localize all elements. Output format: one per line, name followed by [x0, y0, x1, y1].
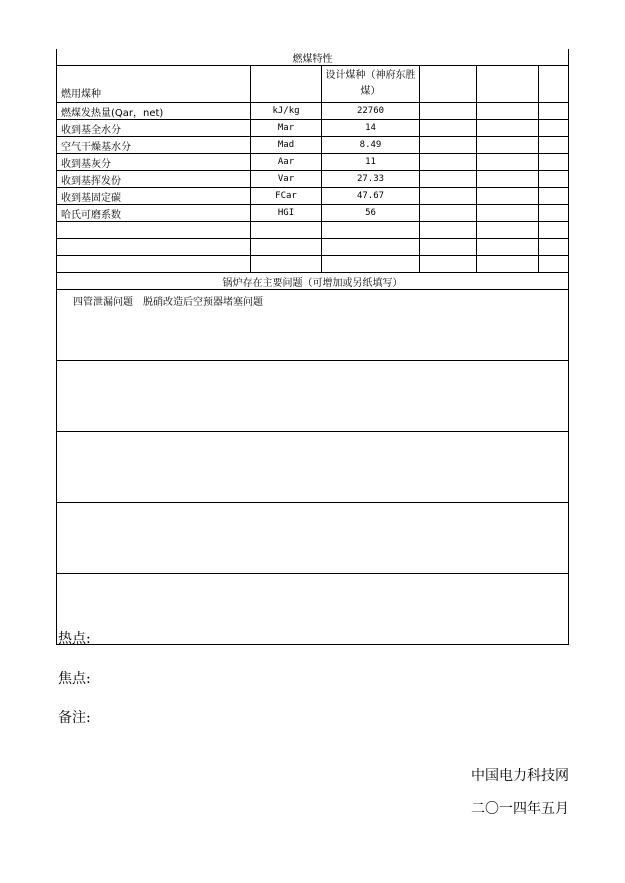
table-row [57, 103, 569, 120]
row-value: 11 [322, 154, 420, 171]
row-unit: HGI [251, 205, 322, 222]
row-name: 收到基挥发份 [57, 171, 251, 188]
header-empty-cell [477, 66, 539, 103]
coal-characteristics-table [56, 49, 569, 645]
row-value: 27.33 [322, 171, 420, 188]
row-name: 空气干燥基水分 [57, 137, 251, 154]
row-value: 8.49 [322, 137, 420, 154]
issue-box: 四管泄漏问题 脱硝改造后空预器堵塞问题 [57, 290, 569, 361]
row-unit: Mar [251, 120, 322, 137]
row-name: 哈氏可磨系数 [57, 205, 251, 222]
row-unit: FCar [251, 188, 322, 205]
table-title: 燃煤特性 [57, 49, 569, 66]
issue-box [57, 574, 569, 645]
row-name: 燃煤发热量(Qar，net) [57, 103, 251, 120]
row-value: 22760 [322, 103, 420, 120]
remark-label: 备注: [58, 710, 91, 726]
empty-row [57, 222, 569, 239]
table-row [57, 137, 569, 154]
empty-row [57, 256, 569, 273]
header-unit-cell [251, 66, 322, 103]
row-value: 47.67 [322, 188, 420, 205]
issue-box [57, 361, 569, 432]
row-value: 56 [322, 205, 420, 222]
row-value: 14 [322, 120, 420, 137]
table-row [57, 171, 569, 188]
document-date: 二〇一四年五月 [471, 801, 569, 817]
table-row [57, 205, 569, 222]
header-empty-cell [420, 66, 477, 103]
focus-label: 焦点: [58, 671, 91, 687]
table-row [57, 154, 569, 171]
issue-box [57, 503, 569, 574]
issues-title: 锅炉存在主要问题（可增加或另纸填写） [57, 273, 569, 290]
row-name: 收到基灰分 [57, 154, 251, 171]
empty-row [57, 239, 569, 256]
organization-name: 中国电力科技网 [471, 768, 569, 784]
row-unit: Aar [251, 154, 322, 171]
row-unit: Mad [251, 137, 322, 154]
issue-box [57, 432, 569, 503]
table-row [57, 120, 569, 137]
row-unit: kJ/kg [251, 103, 322, 120]
row-name: 收到基全水分 [57, 120, 251, 137]
header-empty-cell [539, 66, 569, 103]
row-unit: Var [251, 171, 322, 188]
header-coal-type: 燃用煤种 [57, 66, 251, 103]
header-design-coal: 设计煤种（神府东胜煤） [322, 66, 420, 103]
table-row [57, 188, 569, 205]
row-name: 收到基固定碳 [57, 188, 251, 205]
hot-label: 热点: [58, 631, 91, 647]
